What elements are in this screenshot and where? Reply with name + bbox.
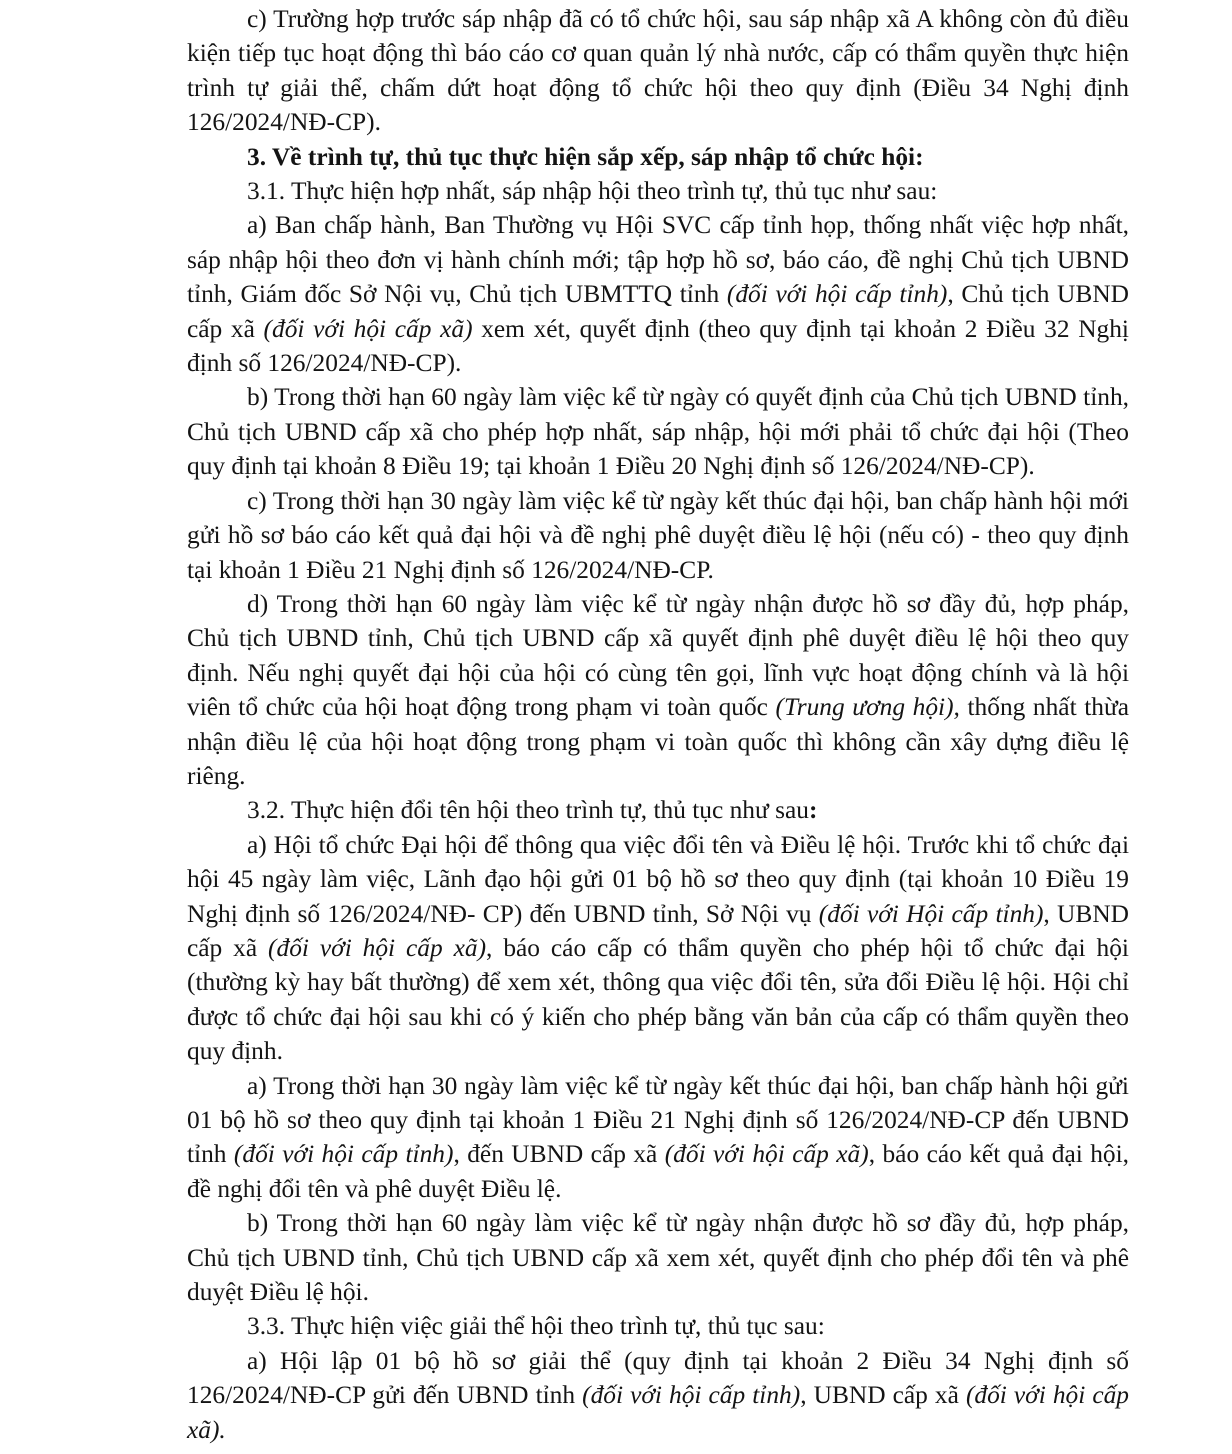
paragraph-text: 3.2. Thực hiện đổi tên hội theo trình tự, thủ tục như sau bbox=[247, 796, 809, 825]
paragraph-text: a) Hội lập 01 bộ hồ sơ giải thể (quy định tại khoản 2 Điều 34 Nghị định số 126/2024/NĐ-CP gửi đến UBND tỉnh bbox=[187, 1346, 1129, 1410]
italic-text: (đối với hội cấp xã) bbox=[664, 1140, 869, 1169]
paragraph-text: , báo cáo kết quả đại hội, đề nghị đổi tên và phê duyệt Điều lệ. bbox=[187, 1140, 1129, 1203]
paragraph-p-3-2-a2 bbox=[187, 1069, 1129, 1207]
paragraph-h-3 bbox=[187, 140, 1129, 174]
paragraph-text: a) Trong thời hạn 30 ngày làm việc kể từ ngày kết thúc đại hội, ban chấp hành hội gửi 01 bộ hồ sơ theo quy định tại khoản 1 Điều 21 Nghị định số 126/2024/NĐ-CP đến UBND tỉnh bbox=[187, 1071, 1129, 1169]
paragraph-p-3-2-a1 bbox=[187, 828, 1129, 1069]
paragraph-h-3-1 bbox=[187, 174, 1129, 208]
paragraph-p-2c bbox=[187, 2, 1129, 140]
paragraph-p-3-1-a bbox=[187, 208, 1129, 380]
italic-text: (đối với hội cấp xã) bbox=[263, 314, 473, 343]
paragraph-text: , đến UBND cấp xã bbox=[453, 1140, 665, 1169]
paragraph-p-3-1-c bbox=[187, 484, 1129, 587]
paragraph-text: c) Trường hợp trước sáp nhập đã có tổ chức hội, sau sáp nhập xã A không còn đủ điều kiện tiếp tục hoạt động thì báo cáo cơ quan quản lý nhà nước, cấp có thẩm quyền thực hiện trình tự giải thể, chấm dứt hoạt động tổ chức hội theo quy định (Điều 34 Nghị định 126/2024/NĐ-CP). bbox=[187, 5, 1129, 137]
paragraph-text: 3. Về trình tự, thủ tục thực hiện sắp xếp, sáp nhập tổ chức hội: bbox=[247, 142, 924, 171]
paragraph-text: c) Trong thời hạn 30 ngày làm việc kể từ ngày kết thúc đại hội, ban chấp hành hội mới gửi hồ sơ báo cáo kết quả đại hội và đề nghị phê duyệt điều lệ hội (nếu có) - theo quy định tại khoản 1 Điều 21 Nghị định số 126/2024/NĐ-CP. bbox=[187, 486, 1129, 584]
document-page bbox=[187, 2, 1129, 1447]
bold-text: : bbox=[808, 796, 818, 825]
paragraph-text: , UBND cấp xã bbox=[800, 1381, 966, 1410]
paragraph-text: xem xét, quyết định (theo quy định tại khoản 2 Điều 32 Nghị định số 126/2024/NĐ-CP). bbox=[187, 314, 1129, 378]
italic-text: (đối với Hội cấp tỉnh) bbox=[818, 899, 1044, 928]
paragraph-text: 3.3. Thực hiện việc giải thể hội theo trình tự, thủ tục sau: bbox=[247, 1312, 825, 1341]
paragraph-text: b) Trong thời hạn 60 ngày làm việc kể từ ngày có quyết định của Chủ tịch UBND tỉnh, Chủ tịch UBND cấp xã cho phép hợp nhất, sáp nhập, hội mới phải tổ chức đại hội (Theo quy định tại khoản 8 Điều 19; tại khoản 1 Điều 20 Nghị định số 126/2024/NĐ-CP). bbox=[187, 383, 1129, 481]
paragraph-text: , Chủ tịch UBND cấp xã bbox=[187, 280, 1129, 343]
paragraph-p-3-3-a bbox=[187, 1344, 1129, 1447]
paragraph-text: 3.1. Thực hiện hợp nhất, sáp nhập hội theo trình tự, thủ tục như sau: bbox=[247, 177, 938, 206]
italic-text: (đối với hội cấp tỉnh) bbox=[582, 1381, 801, 1410]
paragraph-text: thống nhất thừa nhận điều lệ của hội hoạt động trong phạm vi toàn quốc thì không cần xây dựng điều lệ riêng. bbox=[187, 693, 1130, 790]
paragraph-text: d) Trong thời hạn 60 ngày làm việc kể từ ngày nhận được hồ sơ đầy đủ, hợp pháp, Chủ tịch UBND tỉnh, Chủ tịch UBND cấp xã quyết định phê duyệt điều lệ hội theo quy định. Nếu nghị quyết đại hội của hội có cùng tên gọi, lĩnh vực hoạt động chính và là hội viên tổ chức của hội hoạt động trong phạm vi toàn quốc bbox=[187, 589, 1129, 722]
italic-text: (đối với hội cấp xã) bbox=[268, 933, 487, 962]
italic-text: (đối với hội cấp tỉnh) bbox=[726, 280, 948, 309]
paragraph-text: a) Hội tổ chức Đại hội để thông qua việc đổi tên và Điều lệ hội. Trước khi tổ chức đại hội 45 ngày làm việc, Lãnh đạo hội gửi 01 bộ hồ sơ theo quy định (tại khoản 10 Điều 19 Nghị định số 126/2024/NĐ- CP) đến UBND tỉnh, Sở Nội vụ bbox=[187, 830, 1129, 928]
paragraph-text: , UBND cấp xã bbox=[187, 899, 1130, 962]
paragraph-p-3-2-b bbox=[187, 1206, 1129, 1309]
paragraph-p-3-1-b bbox=[187, 380, 1129, 483]
paragraph-text: b) Trong thời hạn 60 ngày làm việc kể từ ngày nhận được hồ sơ đầy đủ, hợp pháp, Chủ tịch UBND tỉnh, Chủ tịch UBND cấp xã xem xét, quyết định cho phép đổi tên và phê duyệt Điều lệ hội. bbox=[187, 1209, 1129, 1307]
paragraph-h-3-2 bbox=[187, 793, 1129, 827]
paragraph-text: a) Ban chấp hành, Ban Thường vụ Hội SVC cấp tỉnh họp, thống nhất việc hợp nhất, sáp nhập hội theo đơn vị hành chính mới; tập hợp hồ sơ, báo cáo, đề nghị Chủ tịch UBND tỉnh, Giám đốc Sở Nội vụ, Chủ tịch UBMTTQ tỉnh bbox=[187, 211, 1129, 309]
paragraph-h-3-3 bbox=[187, 1309, 1129, 1343]
italic-text: (đối với hội cấp tỉnh) bbox=[233, 1140, 454, 1169]
paragraph-text: , báo cáo cấp có thẩm quyền cho phép hội tổ chức đại hội (thường kỳ hay bất thường) để xem xét, thông qua việc đổi tên, sửa đổi Điều lệ hội. Hội chỉ được tổ chức đại hội sau khi có ý kiến cho phép bằng văn bản của cấp có thẩm quyền theo quy định. bbox=[187, 933, 1129, 1066]
italic-text: (đối với hội cấp xã). bbox=[187, 1381, 1129, 1444]
paragraph-p-3-1-d bbox=[187, 587, 1129, 793]
italic-text: (Trung ương hội), bbox=[775, 693, 960, 722]
